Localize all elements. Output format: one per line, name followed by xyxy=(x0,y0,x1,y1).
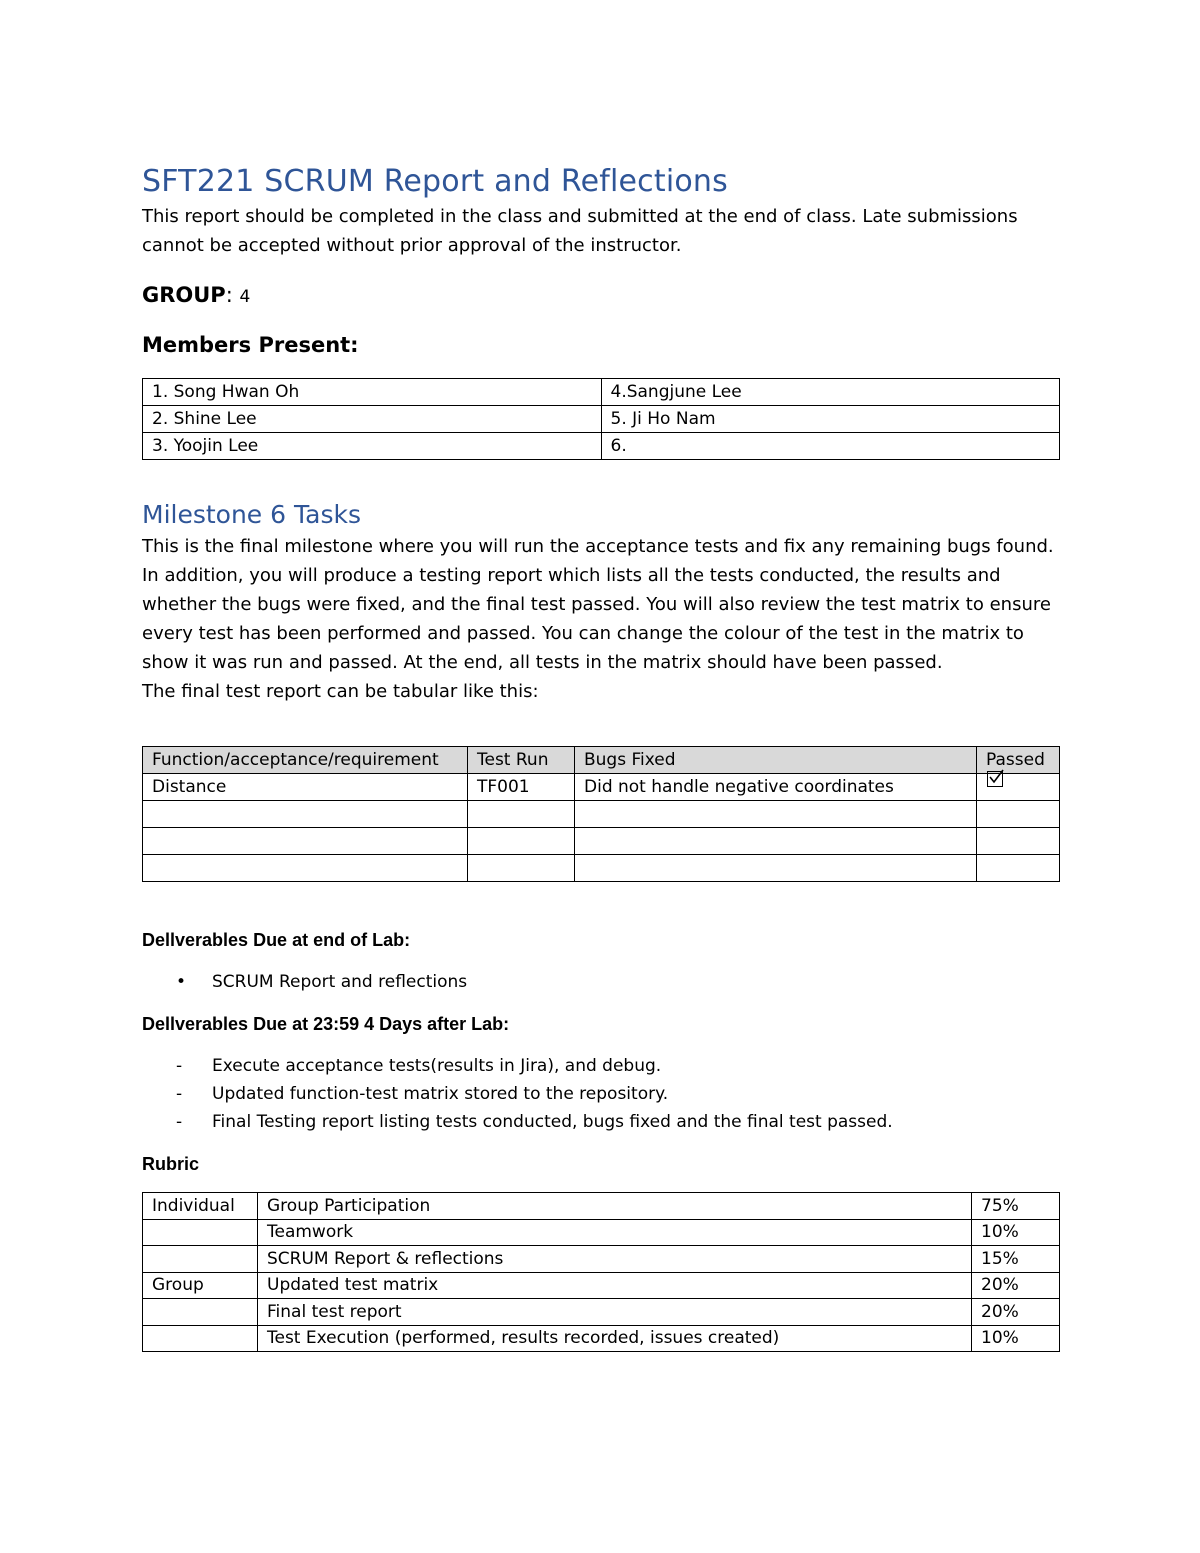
rubric-item: Test Execution (performed, results recorded, issues created) xyxy=(258,1325,972,1352)
table-row xyxy=(143,1246,1060,1273)
rubric-category xyxy=(143,1246,258,1273)
table-row xyxy=(143,1193,1060,1220)
group-line: GROUP: 4 xyxy=(142,283,251,307)
members-table xyxy=(142,378,1060,460)
table-row xyxy=(143,433,1060,460)
table-cell xyxy=(143,801,468,828)
table-row xyxy=(143,1299,1060,1326)
rubric-category: Group xyxy=(143,1272,258,1299)
member-cell: 1. Song Hwan Oh xyxy=(143,379,602,406)
rubric-item: Updated test matrix xyxy=(258,1272,972,1299)
checked-box-icon xyxy=(987,771,1003,787)
dash-icon: - xyxy=(176,1112,183,1132)
rubric-weight: 75% xyxy=(972,1193,1060,1220)
table-row xyxy=(143,774,1060,801)
table-cell xyxy=(143,828,468,855)
table-cell xyxy=(977,855,1060,882)
member-cell: 3. Yoojin Lee xyxy=(143,433,602,460)
bullet-icon: • xyxy=(176,972,187,992)
col-header-test-run: Test Run xyxy=(468,747,575,774)
rubric-weight: 20% xyxy=(972,1272,1060,1299)
table-row xyxy=(143,801,1060,828)
rubric-heading: Rubric xyxy=(142,1154,200,1174)
intro-paragraph: This report should be completed in the class and submitted at the end of class. Late submissions cannot be accepted without prior approval of the instructor. xyxy=(142,206,1018,256)
rubric-item: Teamwork xyxy=(258,1219,972,1246)
member-cell: 5. Ji Ho Nam xyxy=(601,406,1060,433)
members-heading: Members Present: xyxy=(142,333,359,357)
rubric-category xyxy=(143,1299,258,1326)
col-header-bugs-fixed: Bugs Fixed xyxy=(575,747,977,774)
table-row xyxy=(143,379,1060,406)
list-item xyxy=(142,1108,1060,1136)
table-cell xyxy=(468,828,575,855)
table-row xyxy=(143,828,1060,855)
table-cell xyxy=(575,828,977,855)
col-header-function: Function/acceptance/requirement xyxy=(143,747,468,774)
table-cell xyxy=(977,801,1060,828)
table-cell: TF001 xyxy=(468,774,575,801)
table-cell xyxy=(977,828,1060,855)
table-cell xyxy=(977,774,1060,801)
table-cell xyxy=(143,855,468,882)
table-cell: Distance xyxy=(143,774,468,801)
rubric-weight: 20% xyxy=(972,1299,1060,1326)
list-item-text: Execute acceptance tests(results in Jira), and debug. xyxy=(212,1056,662,1076)
list-item-text: Final Testing report listing tests conducted, bugs fixed and the final test passed. xyxy=(212,1112,893,1132)
rubric-item: Group Participation xyxy=(258,1193,972,1220)
rubric-weight: 10% xyxy=(972,1325,1060,1352)
milestone-heading: Milestone 6 Tasks xyxy=(142,500,361,529)
list-item xyxy=(142,1080,1060,1108)
rubric-weight: 10% xyxy=(972,1219,1060,1246)
table-cell: Did not handle negative coordinates xyxy=(575,774,977,801)
table-header-row xyxy=(143,747,1060,774)
table-row xyxy=(143,1272,1060,1299)
member-cell: 2. Shine Lee xyxy=(143,406,602,433)
member-cell: 6. xyxy=(601,433,1060,460)
table-cell xyxy=(575,801,977,828)
table-cell xyxy=(575,855,977,882)
rubric-table xyxy=(142,1192,1060,1352)
rubric-item: SCRUM Report & reflections xyxy=(258,1246,972,1273)
list-item-text: SCRUM Report and reflections xyxy=(212,972,468,992)
table-cell xyxy=(468,855,575,882)
deliverables-lab-heading: Dellverables Due at end of Lab: xyxy=(142,930,411,950)
list-item-text: Updated function-test matrix stored to the repository. xyxy=(212,1084,669,1104)
rubric-weight: 15% xyxy=(972,1246,1060,1273)
group-value: 4 xyxy=(239,287,251,307)
rubric-category: Individual xyxy=(143,1193,258,1220)
table-row xyxy=(143,1219,1060,1246)
dash-icon: - xyxy=(176,1056,183,1076)
rubric-item: Final test report xyxy=(258,1299,972,1326)
deliverables-lab-list xyxy=(142,968,1060,996)
group-label: GROUP xyxy=(142,283,226,307)
table-cell xyxy=(468,801,575,828)
list-item xyxy=(142,1052,1060,1080)
table-row xyxy=(143,1325,1060,1352)
dash-icon: - xyxy=(176,1084,183,1104)
document-title: SFT221 SCRUM Report and Reflections xyxy=(142,164,728,199)
rubric-category xyxy=(143,1219,258,1246)
table-row xyxy=(143,406,1060,433)
tabular-note: The final test report can be tabular like this: xyxy=(142,681,539,702)
milestone-paragraph: This is the final milestone where you will run the acceptance tests and fix any remaining bugs found. In addition, you will produce a testing report which lists all the tests conducted, the results and whether the bugs were fixed, and the final test passed. You will also review the test matrix to ensure every test has been performed and passed. You can change the colour of the test in the matrix to show it was run and passed. At the end, all tests in the matrix should have been passed. xyxy=(142,536,1054,673)
document-page xyxy=(142,162,1060,1352)
list-item xyxy=(142,968,1060,996)
test-report-table xyxy=(142,746,1060,882)
member-cell: 4.Sangjune Lee xyxy=(601,379,1060,406)
col-header-passed: Passed xyxy=(977,747,1060,774)
rubric-category xyxy=(143,1325,258,1352)
table-row xyxy=(143,855,1060,882)
deliverables-later-heading: Dellverables Due at 23:59 4 Days after Lab: xyxy=(142,1014,510,1034)
deliverables-later-list xyxy=(142,1052,1060,1136)
